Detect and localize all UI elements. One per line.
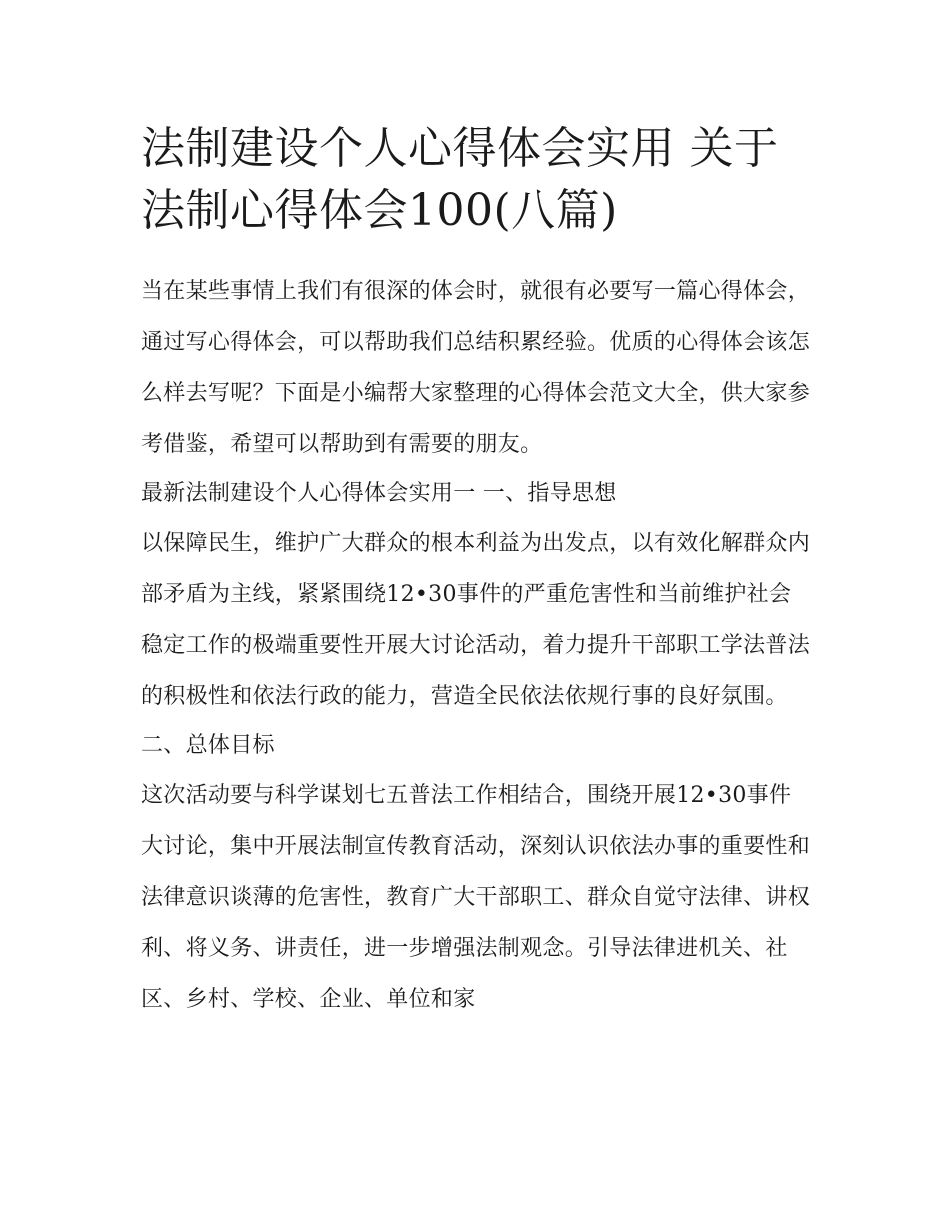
document-title: 法制建设个人心得体会实用 关于法制心得体会100(八篇) <box>141 123 779 236</box>
overall-goal-paragraph: 这次活动要与科学谋划七五普法工作相结合，围绕开展12•30事件大讨论，集中开展法制宣传教育活动，深刻认识依法办事的重要性和法律意识谈薄的危害性，教育广大干部职工、群众自觉守法律、讲权利、将义务、讲责任，进一步增强法制观念。引导法律进机关、社区、乡村、学校、企业、单位和家 <box>141 783 811 1012</box>
document-body <box>141 266 813 1025</box>
guiding-ideology-paragraph: 以保障民生，维护广大群众的根本利益为出发点，以有效化解群众内部矛盾为主线，紧紧围绕12•30事件的严重危害性和当前维护社会稳定工作的极端重要性开展大讨论活动，着力提升干部职工学法普法的积极性和依法行政的能力，营造全民依法依规行事的良好氛围。 <box>141 531 811 709</box>
document-page <box>141 118 813 1025</box>
section-heading-overall-goal: 二、总体目标 <box>141 733 275 758</box>
section-heading-guiding-ideology: 最新法制建设个人心得体会实用一 一、指导思想 <box>141 481 617 506</box>
intro-paragraph: 当在某些事情上我们有很深的体会时，就很有必要写一篇心得体会，通过写心得体会，可以帮助我们总结积累经验。优质的心得体会该怎么样去写呢？下面是小编帮大家整理的心得体会范文大全，供大家参考借鉴，希望可以帮助到有需要的朋友。 <box>141 279 811 457</box>
